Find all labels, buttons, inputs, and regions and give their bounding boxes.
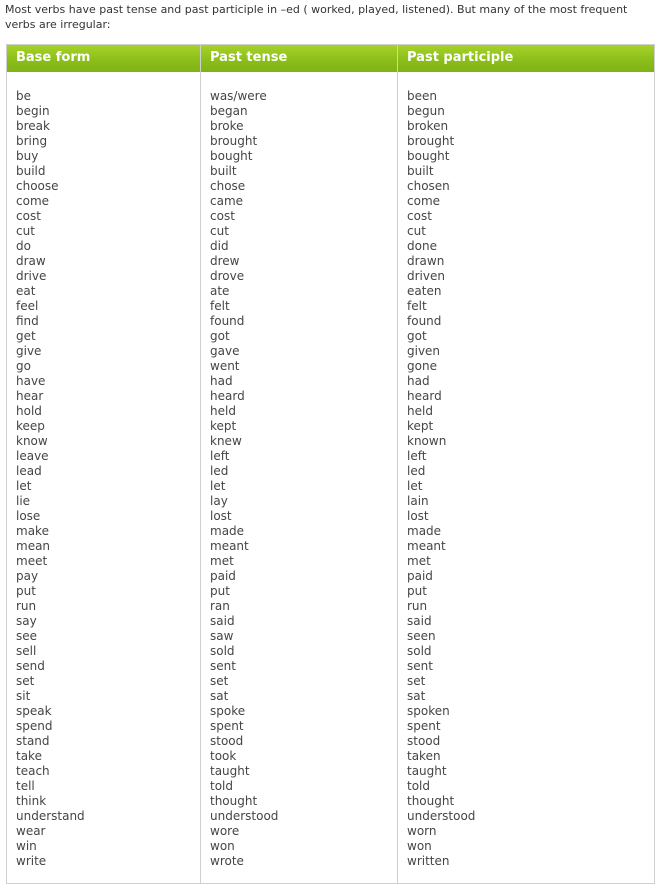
- past-tense-cell: got: [210, 329, 230, 343]
- past-participle-cell: felt: [407, 299, 427, 313]
- base-form-cell: wear: [16, 824, 46, 838]
- past-participle-cell: done: [407, 239, 437, 253]
- past-tense-cell: lay: [210, 494, 228, 508]
- base-form-cell: say: [16, 614, 37, 628]
- past-participle-cell: brought: [407, 134, 455, 148]
- past-tense-cell: chose: [210, 179, 246, 193]
- base-form-cell: let: [16, 479, 32, 493]
- past-tense-cell: made: [210, 524, 245, 538]
- past-tense-cell: did: [210, 239, 229, 253]
- base-form-cell: give: [16, 344, 42, 358]
- past-participle-cell: thought: [407, 794, 455, 808]
- past-participle-cell: driven: [407, 269, 445, 283]
- base-form-cell: be: [16, 89, 31, 103]
- past-tense-cell: wore: [210, 824, 240, 838]
- past-tense-cell: led: [210, 464, 229, 478]
- past-tense-cell: spent: [210, 719, 244, 733]
- header-base-form: Base form: [16, 50, 91, 65]
- base-form-cell: send: [16, 659, 45, 673]
- past-tense-cell: was/were: [210, 89, 267, 103]
- past-participle-cell: sent: [407, 659, 433, 673]
- base-form-cell: buy: [16, 149, 39, 163]
- past-tense-cell: meant: [210, 539, 249, 553]
- base-form-cell: write: [16, 854, 47, 868]
- base-form-cell: have: [16, 374, 46, 388]
- past-tense-cell: cut: [210, 224, 229, 238]
- base-form-cell: begin: [16, 104, 50, 118]
- past-tense-cell: built: [210, 164, 237, 178]
- past-participle-column: [407, 89, 475, 869]
- base-form-cell: mean: [16, 539, 51, 553]
- past-participle-cell: known: [407, 434, 447, 448]
- past-participle-cell: stood: [407, 734, 441, 748]
- past-participle-cell: come: [407, 194, 441, 208]
- base-form-cell: lie: [16, 494, 31, 508]
- irregular-verbs-table: [6, 44, 655, 884]
- past-tense-cell: thought: [210, 794, 258, 808]
- base-form-cell: set: [16, 674, 35, 688]
- past-participle-cell: led: [407, 464, 426, 478]
- past-tense-cell: came: [210, 194, 244, 208]
- base-form-cell: hear: [16, 389, 44, 403]
- past-participle-cell: said: [407, 614, 432, 628]
- past-participle-cell: broken: [407, 119, 449, 133]
- base-form-cell: do: [16, 239, 31, 253]
- base-form-cell: sit: [16, 689, 31, 703]
- past-tense-cell: met: [210, 554, 234, 568]
- base-form-cell: put: [16, 584, 36, 598]
- past-tense-cell: saw: [210, 629, 234, 643]
- past-tense-cell: drew: [210, 254, 240, 268]
- base-form-cell: drive: [16, 269, 47, 283]
- past-tense-cell: gave: [210, 344, 240, 358]
- past-participle-cell: drawn: [407, 254, 445, 268]
- past-tense-cell: began: [210, 104, 248, 118]
- past-tense-cell: bought: [210, 149, 253, 163]
- past-participle-cell: put: [407, 584, 427, 598]
- base-form-cell: think: [16, 794, 47, 808]
- past-tense-cell: found: [210, 314, 245, 328]
- base-form-cell: find: [16, 314, 39, 328]
- base-form-cell: speak: [16, 704, 52, 718]
- base-form-cell: make: [16, 524, 49, 538]
- past-tense-cell: spoke: [210, 704, 246, 718]
- past-participle-cell: lost: [407, 509, 429, 523]
- base-form-cell: lead: [16, 464, 42, 478]
- past-participle-cell: cut: [407, 224, 426, 238]
- past-tense-cell: set: [210, 674, 229, 688]
- past-participle-cell: worn: [407, 824, 437, 838]
- base-form-cell: see: [16, 629, 38, 643]
- base-form-column: [16, 89, 85, 869]
- base-form-cell: go: [16, 359, 31, 373]
- intro-text: Most verbs have past tense and past participle in –ed ( worked, played, listened). But many of the most frequent verbs are irregular:: [5, 3, 628, 31]
- base-form-cell: choose: [16, 179, 59, 193]
- past-tense-cell: put: [210, 584, 230, 598]
- base-form-cell: win: [16, 839, 37, 853]
- base-form-cell: pay: [16, 569, 39, 583]
- base-form-cell: sell: [16, 644, 37, 658]
- past-tense-cell: sent: [210, 659, 236, 673]
- past-tense-cell: drove: [210, 269, 245, 283]
- past-participle-cell: gone: [407, 359, 437, 373]
- past-participle-cell: understood: [407, 809, 476, 823]
- base-form-cell: build: [16, 164, 46, 178]
- past-participle-cell: taught: [407, 764, 447, 778]
- base-form-cell: break: [16, 119, 50, 133]
- base-form-cell: cost: [16, 209, 41, 223]
- base-form-cell: understand: [16, 809, 85, 823]
- base-form-cell: feel: [16, 299, 39, 313]
- base-form-cell: take: [16, 749, 42, 763]
- past-tense-cell: felt: [210, 299, 230, 313]
- base-form-cell: run: [16, 599, 37, 613]
- past-tense-cell: wrote: [210, 854, 244, 868]
- past-participle-cell: left: [407, 449, 427, 463]
- past-tense-cell: stood: [210, 734, 244, 748]
- past-participle-cell: lain: [407, 494, 429, 508]
- past-participle-cell: won: [407, 839, 432, 853]
- past-tense-cell: took: [210, 749, 237, 763]
- past-participle-cell: built: [407, 164, 434, 178]
- past-participle-cell: begun: [407, 104, 445, 118]
- column-divider: [397, 45, 398, 883]
- past-participle-cell: found: [407, 314, 442, 328]
- past-tense-cell: taught: [210, 764, 250, 778]
- base-form-cell: draw: [16, 254, 46, 268]
- past-tense-cell: broke: [210, 119, 244, 133]
- base-form-cell: hold: [16, 404, 42, 418]
- past-tense-cell: had: [210, 374, 233, 388]
- header-past-tense: Past tense: [210, 50, 288, 65]
- past-tense-cell: heard: [210, 389, 245, 403]
- base-form-cell: stand: [16, 734, 50, 748]
- past-participle-cell: met: [407, 554, 431, 568]
- past-participle-cell: chosen: [407, 179, 450, 193]
- past-participle-cell: seen: [407, 629, 436, 643]
- past-participle-cell: paid: [407, 569, 433, 583]
- past-participle-cell: held: [407, 404, 433, 418]
- past-participle-cell: had: [407, 374, 430, 388]
- past-participle-cell: sat: [407, 689, 426, 703]
- table-header-row: [7, 45, 654, 72]
- past-participle-cell: eaten: [407, 284, 442, 298]
- past-tense-cell: left: [210, 449, 230, 463]
- past-participle-cell: got: [407, 329, 427, 343]
- past-participle-cell: let: [407, 479, 423, 493]
- past-participle-cell: given: [407, 344, 441, 358]
- header-past-participle: Past participle: [407, 50, 514, 65]
- past-tense-cell: brought: [210, 134, 258, 148]
- past-participle-cell: run: [407, 599, 428, 613]
- past-tense-cell: sold: [210, 644, 235, 658]
- base-form-cell: meet: [16, 554, 48, 568]
- past-tense-cell: told: [210, 779, 233, 793]
- past-participle-cell: been: [407, 89, 437, 103]
- past-tense-cell: held: [210, 404, 236, 418]
- past-participle-cell: told: [407, 779, 430, 793]
- base-form-cell: bring: [16, 134, 48, 148]
- past-tense-cell: kept: [210, 419, 237, 433]
- past-tense-cell: cost: [210, 209, 235, 223]
- past-participle-cell: kept: [407, 419, 434, 433]
- base-form-cell: tell: [16, 779, 35, 793]
- past-tense-cell: said: [210, 614, 235, 628]
- base-form-cell: leave: [16, 449, 49, 463]
- base-form-cell: get: [16, 329, 36, 343]
- past-participle-cell: spent: [407, 719, 441, 733]
- base-form-cell: keep: [16, 419, 45, 433]
- column-divider: [200, 45, 201, 883]
- past-participle-cell: bought: [407, 149, 450, 163]
- past-tense-cell: went: [210, 359, 240, 373]
- past-tense-cell: knew: [210, 434, 242, 448]
- past-participle-cell: made: [407, 524, 442, 538]
- past-tense-cell: paid: [210, 569, 236, 583]
- past-tense-cell: let: [210, 479, 226, 493]
- base-form-cell: lose: [16, 509, 41, 523]
- past-tense-cell: won: [210, 839, 235, 853]
- past-tense-cell: ran: [210, 599, 230, 613]
- past-tense-cell: ate: [210, 284, 230, 298]
- base-form-cell: eat: [16, 284, 36, 298]
- past-tense-cell: understood: [210, 809, 279, 823]
- base-form-cell: spend: [16, 719, 53, 733]
- past-participle-cell: sold: [407, 644, 432, 658]
- past-participle-cell: meant: [407, 539, 446, 553]
- past-participle-cell: taken: [407, 749, 441, 763]
- past-tense-column: [210, 89, 278, 869]
- past-tense-cell: lost: [210, 509, 232, 523]
- past-participle-cell: written: [407, 854, 450, 868]
- base-form-cell: cut: [16, 224, 35, 238]
- past-participle-cell: set: [407, 674, 426, 688]
- base-form-cell: teach: [16, 764, 50, 778]
- past-participle-cell: spoken: [407, 704, 450, 718]
- past-participle-cell: heard: [407, 389, 442, 403]
- base-form-cell: come: [16, 194, 50, 208]
- past-tense-cell: sat: [210, 689, 229, 703]
- base-form-cell: know: [16, 434, 48, 448]
- past-participle-cell: cost: [407, 209, 432, 223]
